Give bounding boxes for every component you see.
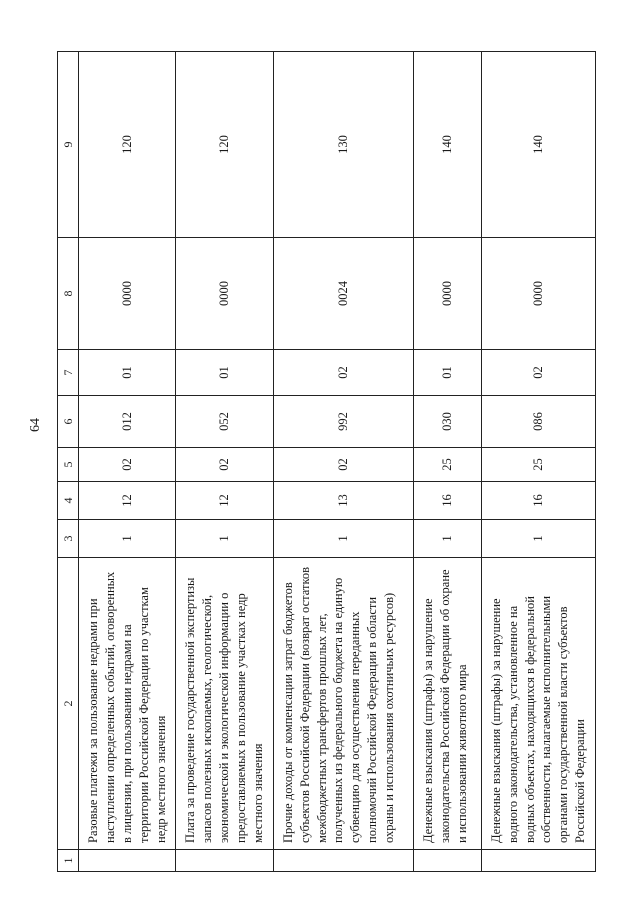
cell-col5: 02 bbox=[273, 448, 413, 482]
cell-description: Денежные взыскания (штрафы) за нарушение водного законодательства, установленное на водных объектах, находящихся в федеральной собственности, налагаемые исполнительными органами государственной власти субъектов Российской Федерации bbox=[481, 558, 595, 850]
cell-col7: 01 bbox=[176, 350, 273, 396]
col-header-4: 4 bbox=[58, 482, 79, 520]
cell-col6: 030 bbox=[413, 396, 481, 448]
cell-description: Денежные взыскания (штрафы) за нарушение законодательства Российской Федерации об охране и использовании животного мира bbox=[413, 558, 481, 850]
col-header-6: 6 bbox=[58, 396, 79, 448]
col-header-9: 9 bbox=[58, 52, 79, 238]
cell-col6: 992 bbox=[273, 396, 413, 448]
table-row bbox=[176, 52, 273, 872]
cell-col3: 1 bbox=[273, 520, 413, 558]
col-header-2: 2 bbox=[58, 558, 79, 850]
cell-col5: 02 bbox=[176, 448, 273, 482]
table-row bbox=[79, 52, 176, 872]
cell-col9: 130 bbox=[273, 52, 413, 238]
cell-col6: 012 bbox=[79, 396, 176, 448]
cell-col1 bbox=[176, 850, 273, 872]
col-header-1: 1 bbox=[58, 850, 79, 872]
table-row bbox=[481, 52, 595, 872]
cell-col3: 1 bbox=[481, 520, 595, 558]
revenue-codes-table bbox=[57, 51, 596, 872]
revenue-codes-table-wrapper bbox=[57, 52, 588, 872]
cell-description: Прочие доходы от компенсации затрат бюджетов субъектов Российской Федерации (возврат остатков межбюджетных трансфертов прошлых лет, полученных из федерального бюджета на единую субвенцию для осуществления переданных полномочий Российской Федерации в области охраны и использования охотничьих ресурсов) bbox=[273, 558, 413, 850]
cell-description: Разовые платежи за пользование недрами при наступлении определенных событий, оговоренных в лицензии, при пользовании недрами на территории Российской Федерации по участкам недр местного значения bbox=[79, 558, 176, 850]
header-row bbox=[58, 52, 79, 872]
cell-col7: 01 bbox=[79, 350, 176, 396]
cell-col4: 16 bbox=[481, 482, 595, 520]
col-header-7: 7 bbox=[58, 350, 79, 396]
cell-col8: 0024 bbox=[273, 238, 413, 350]
cell-col4: 12 bbox=[176, 482, 273, 520]
cell-col7: 02 bbox=[481, 350, 595, 396]
cell-col7: 02 bbox=[273, 350, 413, 396]
cell-description: Плата за проведение государственной экспертизы запасов полезных ископаемых, геологической, экономической и экологической информации о предоставляемых в пользование участках недр местного значения bbox=[176, 558, 273, 850]
cell-col1 bbox=[413, 850, 481, 872]
cell-col8: 0000 bbox=[79, 238, 176, 350]
cell-col9: 120 bbox=[79, 52, 176, 238]
table-row bbox=[413, 52, 481, 872]
cell-col1 bbox=[79, 850, 176, 872]
cell-col9: 140 bbox=[413, 52, 481, 238]
table-row bbox=[273, 52, 413, 872]
cell-col3: 1 bbox=[79, 520, 176, 558]
cell-col9: 140 bbox=[481, 52, 595, 238]
cell-col4: 16 bbox=[413, 482, 481, 520]
cell-col5: 25 bbox=[413, 448, 481, 482]
page-number: 64 bbox=[28, 418, 43, 432]
cell-col7: 01 bbox=[413, 350, 481, 396]
cell-col3: 1 bbox=[413, 520, 481, 558]
cell-col8: 0000 bbox=[176, 238, 273, 350]
cell-col5: 25 bbox=[481, 448, 595, 482]
col-header-3: 3 bbox=[58, 520, 79, 558]
cell-col4: 12 bbox=[79, 482, 176, 520]
cell-col1 bbox=[273, 850, 413, 872]
cell-col5: 02 bbox=[79, 448, 176, 482]
cell-col6: 086 bbox=[481, 396, 595, 448]
col-header-8: 8 bbox=[58, 238, 79, 350]
cell-col9: 120 bbox=[176, 52, 273, 238]
cell-col6: 052 bbox=[176, 396, 273, 448]
cell-col4: 13 bbox=[273, 482, 413, 520]
cell-col3: 1 bbox=[176, 520, 273, 558]
cell-col8: 0000 bbox=[413, 238, 481, 350]
col-header-5: 5 bbox=[58, 448, 79, 482]
cell-col8: 0000 bbox=[481, 238, 595, 350]
cell-col1 bbox=[481, 850, 595, 872]
